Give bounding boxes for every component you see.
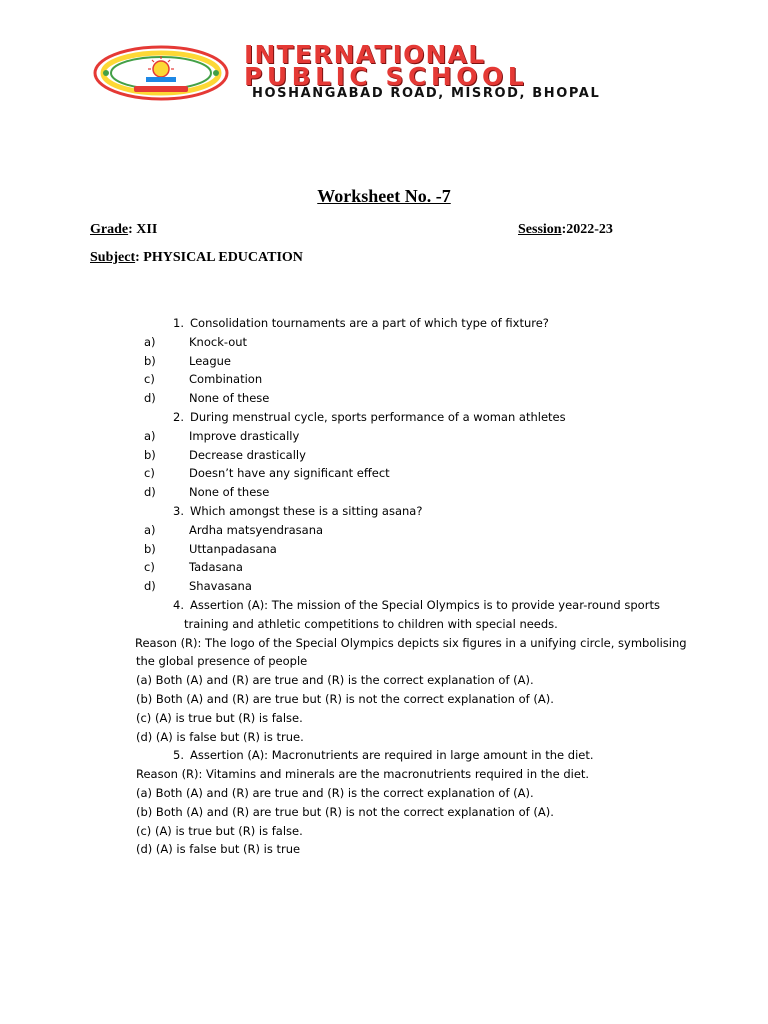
worksheet-title: Worksheet No. -7 bbox=[317, 186, 451, 206]
subject-label: Subject bbox=[90, 250, 136, 265]
question-list bbox=[136, 314, 696, 859]
session-field bbox=[518, 222, 613, 238]
school-name-line2: PUBLIC SCHOOL bbox=[244, 62, 529, 91]
school-address: HOSHANGABAD ROAD, MISROD, BHOPAL bbox=[252, 86, 601, 101]
option-letter: a) bbox=[144, 428, 156, 443]
option-item: (b) Both (A) and (R) are true but (R) is not the correct explanation of (A). bbox=[136, 804, 554, 819]
option-item bbox=[136, 521, 696, 540]
option-item bbox=[136, 389, 696, 408]
option-item: (c) (A) is true but (R) is false. bbox=[136, 823, 303, 838]
school-header bbox=[92, 40, 672, 106]
question-2 bbox=[136, 408, 696, 427]
session-value: :2022-23 bbox=[561, 222, 613, 237]
option-item: (a) Both (A) and (R) are true and (R) is the correct explanation of (A). bbox=[136, 673, 534, 688]
option-text: Ardha matsyendrasana bbox=[189, 522, 324, 537]
option-item: (d) (A) is false but (R) is true. bbox=[136, 729, 304, 744]
school-name-line1: INTERNATIONAL bbox=[244, 40, 486, 69]
option-letter: d) bbox=[144, 579, 156, 594]
option-item bbox=[136, 352, 696, 371]
question-number: 3. bbox=[173, 503, 184, 518]
option-letter: b) bbox=[144, 353, 156, 368]
option-item bbox=[136, 333, 696, 352]
option-item bbox=[136, 446, 696, 465]
grade-field bbox=[90, 222, 157, 238]
option-item: (c) (A) is true but (R) is false. bbox=[136, 710, 303, 725]
subject-field bbox=[90, 250, 303, 266]
option-letter: c) bbox=[144, 372, 155, 387]
option-item: (b) Both (A) and (R) are true but (R) is not the correct explanation of (A). bbox=[136, 691, 554, 706]
reason-text: Reason (R): Vitamins and minerals are the macronutrients required in the diet. bbox=[136, 767, 590, 782]
option-item bbox=[136, 540, 696, 559]
option-item: (a) Both (A) and (R) are true and (R) is the correct explanation of (A). bbox=[136, 785, 534, 800]
option-letter: a) bbox=[144, 334, 156, 349]
grade-value: : XII bbox=[128, 222, 158, 237]
option-letter: b) bbox=[144, 541, 156, 556]
question-number: 1. bbox=[173, 316, 184, 330]
question-4 bbox=[136, 596, 696, 615]
school-name bbox=[244, 40, 664, 91]
option-letter: d) bbox=[144, 391, 156, 406]
option-item bbox=[136, 370, 696, 389]
question-number: 5. bbox=[173, 748, 184, 763]
option-text: Shavasana bbox=[189, 579, 252, 594]
option-text: League bbox=[189, 353, 231, 368]
question-text: Assertion (A): The mission of the Special Olympics is to provide year-round sports bbox=[190, 597, 660, 612]
option-item bbox=[136, 483, 696, 502]
question-1 bbox=[136, 314, 696, 333]
session-label: Session bbox=[518, 222, 562, 237]
option-item bbox=[136, 427, 696, 446]
option-text: None of these bbox=[189, 485, 270, 500]
question-number: 2. bbox=[173, 409, 184, 424]
option-item bbox=[136, 558, 696, 577]
school-logo bbox=[92, 44, 230, 102]
option-item: (d) (A) is false but (R) is true bbox=[136, 842, 301, 857]
question-text: Which amongst these is a sitting asana? bbox=[190, 503, 423, 518]
option-letter: b) bbox=[144, 447, 156, 462]
question-text: Assertion (A): Macronutrients are required in large amount in the diet. bbox=[190, 748, 594, 763]
option-letter: a) bbox=[144, 522, 156, 537]
question-3 bbox=[136, 502, 696, 521]
question-5 bbox=[136, 746, 696, 765]
option-letter: c) bbox=[144, 560, 155, 575]
option-text: Uttanpadasana bbox=[189, 541, 277, 556]
grade-label: Grade bbox=[90, 222, 129, 237]
option-letter: c) bbox=[144, 466, 155, 481]
question-text-continued: training and athletic competitions to children with special needs. bbox=[184, 616, 558, 631]
subject-value: : PHYSICAL EDUCATION bbox=[135, 250, 303, 265]
option-letter: d) bbox=[144, 485, 156, 500]
question-number: 4. bbox=[173, 597, 184, 612]
question-text: Consolidation tournaments are a part of which type of fixture? bbox=[190, 316, 549, 330]
option-item bbox=[136, 577, 696, 596]
option-text: Combination bbox=[189, 372, 263, 387]
question-text: During menstrual cycle, sports performance of a woman athletes bbox=[190, 409, 566, 424]
option-text: Knock-out bbox=[189, 334, 248, 349]
option-item bbox=[136, 464, 696, 483]
reason-text-continued: the global presence of people bbox=[136, 654, 308, 669]
option-text: Tadasana bbox=[189, 560, 243, 575]
reason-text: Reason (R): The logo of the Special Olympics depicts six figures in a unifying circle, symbolising bbox=[135, 635, 687, 650]
option-text: None of these bbox=[189, 391, 270, 406]
option-text: Improve drastically bbox=[189, 428, 300, 443]
option-text: Decrease drastically bbox=[189, 447, 306, 462]
option-text: Doesn’t have any significant effect bbox=[189, 466, 390, 481]
